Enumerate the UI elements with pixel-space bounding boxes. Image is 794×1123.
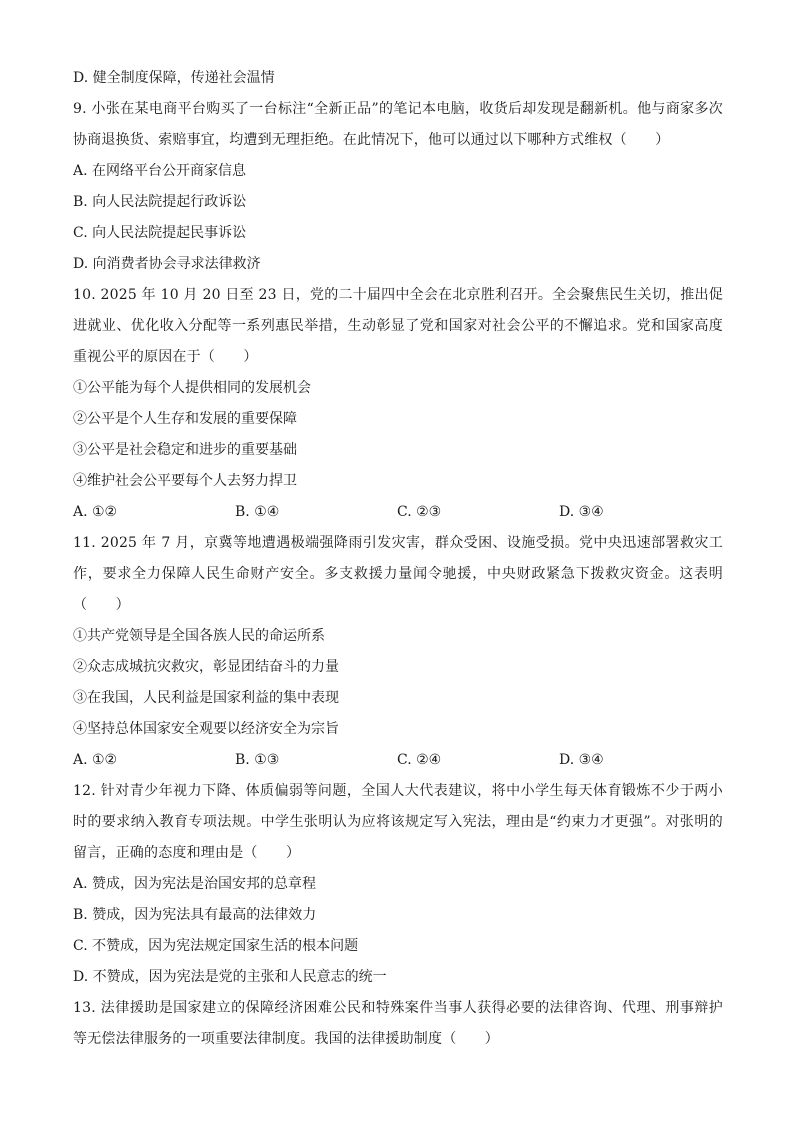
question-10-statement-3: ③公平是社会稳定和进步的重要基础 (73, 442, 297, 458)
question-10-choice-b: B. ①④ (235, 504, 280, 520)
question-11-statement-2: ②众志成城抗灾救灾，彰显团结奋斗的力量 (73, 659, 339, 675)
question-11-choice-a: A. ①② (73, 752, 118, 768)
question-11-statement-1: ①共产党领导是全国各族人民的命运所系 (73, 628, 325, 644)
question-12-option-a: A. 赞成，因为宪法是治国安邦的总章程 (73, 876, 317, 892)
exam-page (73, 63, 723, 1055)
question-13 (73, 993, 723, 1055)
question-10-choice-c: C. ②③ (397, 504, 442, 520)
question-11-choice-c: C. ②④ (397, 752, 442, 768)
question-10-choice-d: D. ③④ (559, 504, 604, 520)
question-9-option-b: B. 向人民法院提起行政诉讼 (73, 194, 247, 210)
question-10-statement-4: ④维护社会公平要每个人去努力捍卫 (73, 473, 297, 489)
question-11-choice-b: B. ①③ (235, 752, 280, 768)
question-9-option-d: D. 向消费者协会寻求法律救济 (73, 256, 261, 272)
question-12 (73, 776, 723, 993)
question-10-stem: 10. 2025 年 10 月 20 日至 23 日，党的二十届四中全会在北京胜利召开。全会聚焦民生关切，推出促进就业、优化收入分配等一系列惠民举措，生动彰显了党和国家对社会公平的不懈追求。党和国家高度重视公平的原因在于（ ） (73, 287, 723, 365)
question-9 (73, 94, 723, 280)
question-11-statement-3: ③在我国，人民利益是国家利益的集中表现 (73, 690, 339, 706)
question-9-option-c: C. 向人民法院提起民事诉讼 (73, 225, 247, 241)
question-11-stem: 11. 2025 年 7 月，京冀等地遭遇极端强降雨引发灾害，群众受困、设施受损。党中央迅速部署救灾工作，要求全力保障人民生命财产安全。多支救援力量闻令驰援，中央财政紧急下拨救灾资金。这表明（ ） (73, 535, 723, 613)
question-9-option-a: A. 在网络平台公开商家信息 (73, 163, 247, 179)
question-12-option-d: D. 不赞成，因为宪法是党的主张和人民意志的统一 (73, 969, 387, 985)
question-11-choices (73, 745, 723, 776)
question-11 (73, 528, 723, 776)
question-10-statement-1: ①公平能为每个人提供相同的发展机会 (73, 380, 311, 396)
q8-option-d: D. 健全制度保障，传递社会温情 (73, 70, 275, 86)
question-10-choice-a: A. ①② (73, 504, 118, 520)
question-9-stem: 9. 小张在某电商平台购买了一台标注“全新正品”的笔记本电脑，收货后却发现是翻新机。他与商家多次协商退换货、索赔事宜，均遭到无理拒绝。在此情况下，他可以通过以下哪种方式维权（ ） (73, 101, 723, 148)
question-11-statement-4: ④坚持总体国家安全观要以经济安全为宗旨 (73, 721, 339, 737)
question-10-statement-2: ②公平是个人生存和发展的重要保障 (73, 411, 297, 427)
question-10 (73, 280, 723, 528)
question-10-choices (73, 497, 723, 528)
question-13-stem: 13. 法律援助是国家建立的保障经济困难公民和特殊案件当事人获得必要的法律咨询、代理、刑事辩护等无偿法律服务的一项重要法律制度。我国的法律援助制度（ ） (73, 1000, 723, 1047)
question-12-stem: 12. 针对青少年视力下降、体质偏弱等问题，全国人大代表建议，将中小学生每天体育锻炼不少于两小时的要求纳入教育专项法规。中学生张明认为应将该规定写入宪法，理由是“约束力才更强”。对张明的留言，正确的态度和理由是（ ） (73, 783, 723, 861)
question-11-choice-d: D. ③④ (559, 752, 604, 768)
question-12-option-c: C. 不赞成，因为宪法规定国家生活的根本问题 (73, 938, 359, 954)
question-12-option-b: B. 赞成，因为宪法具有最高的法律效力 (73, 907, 317, 923)
